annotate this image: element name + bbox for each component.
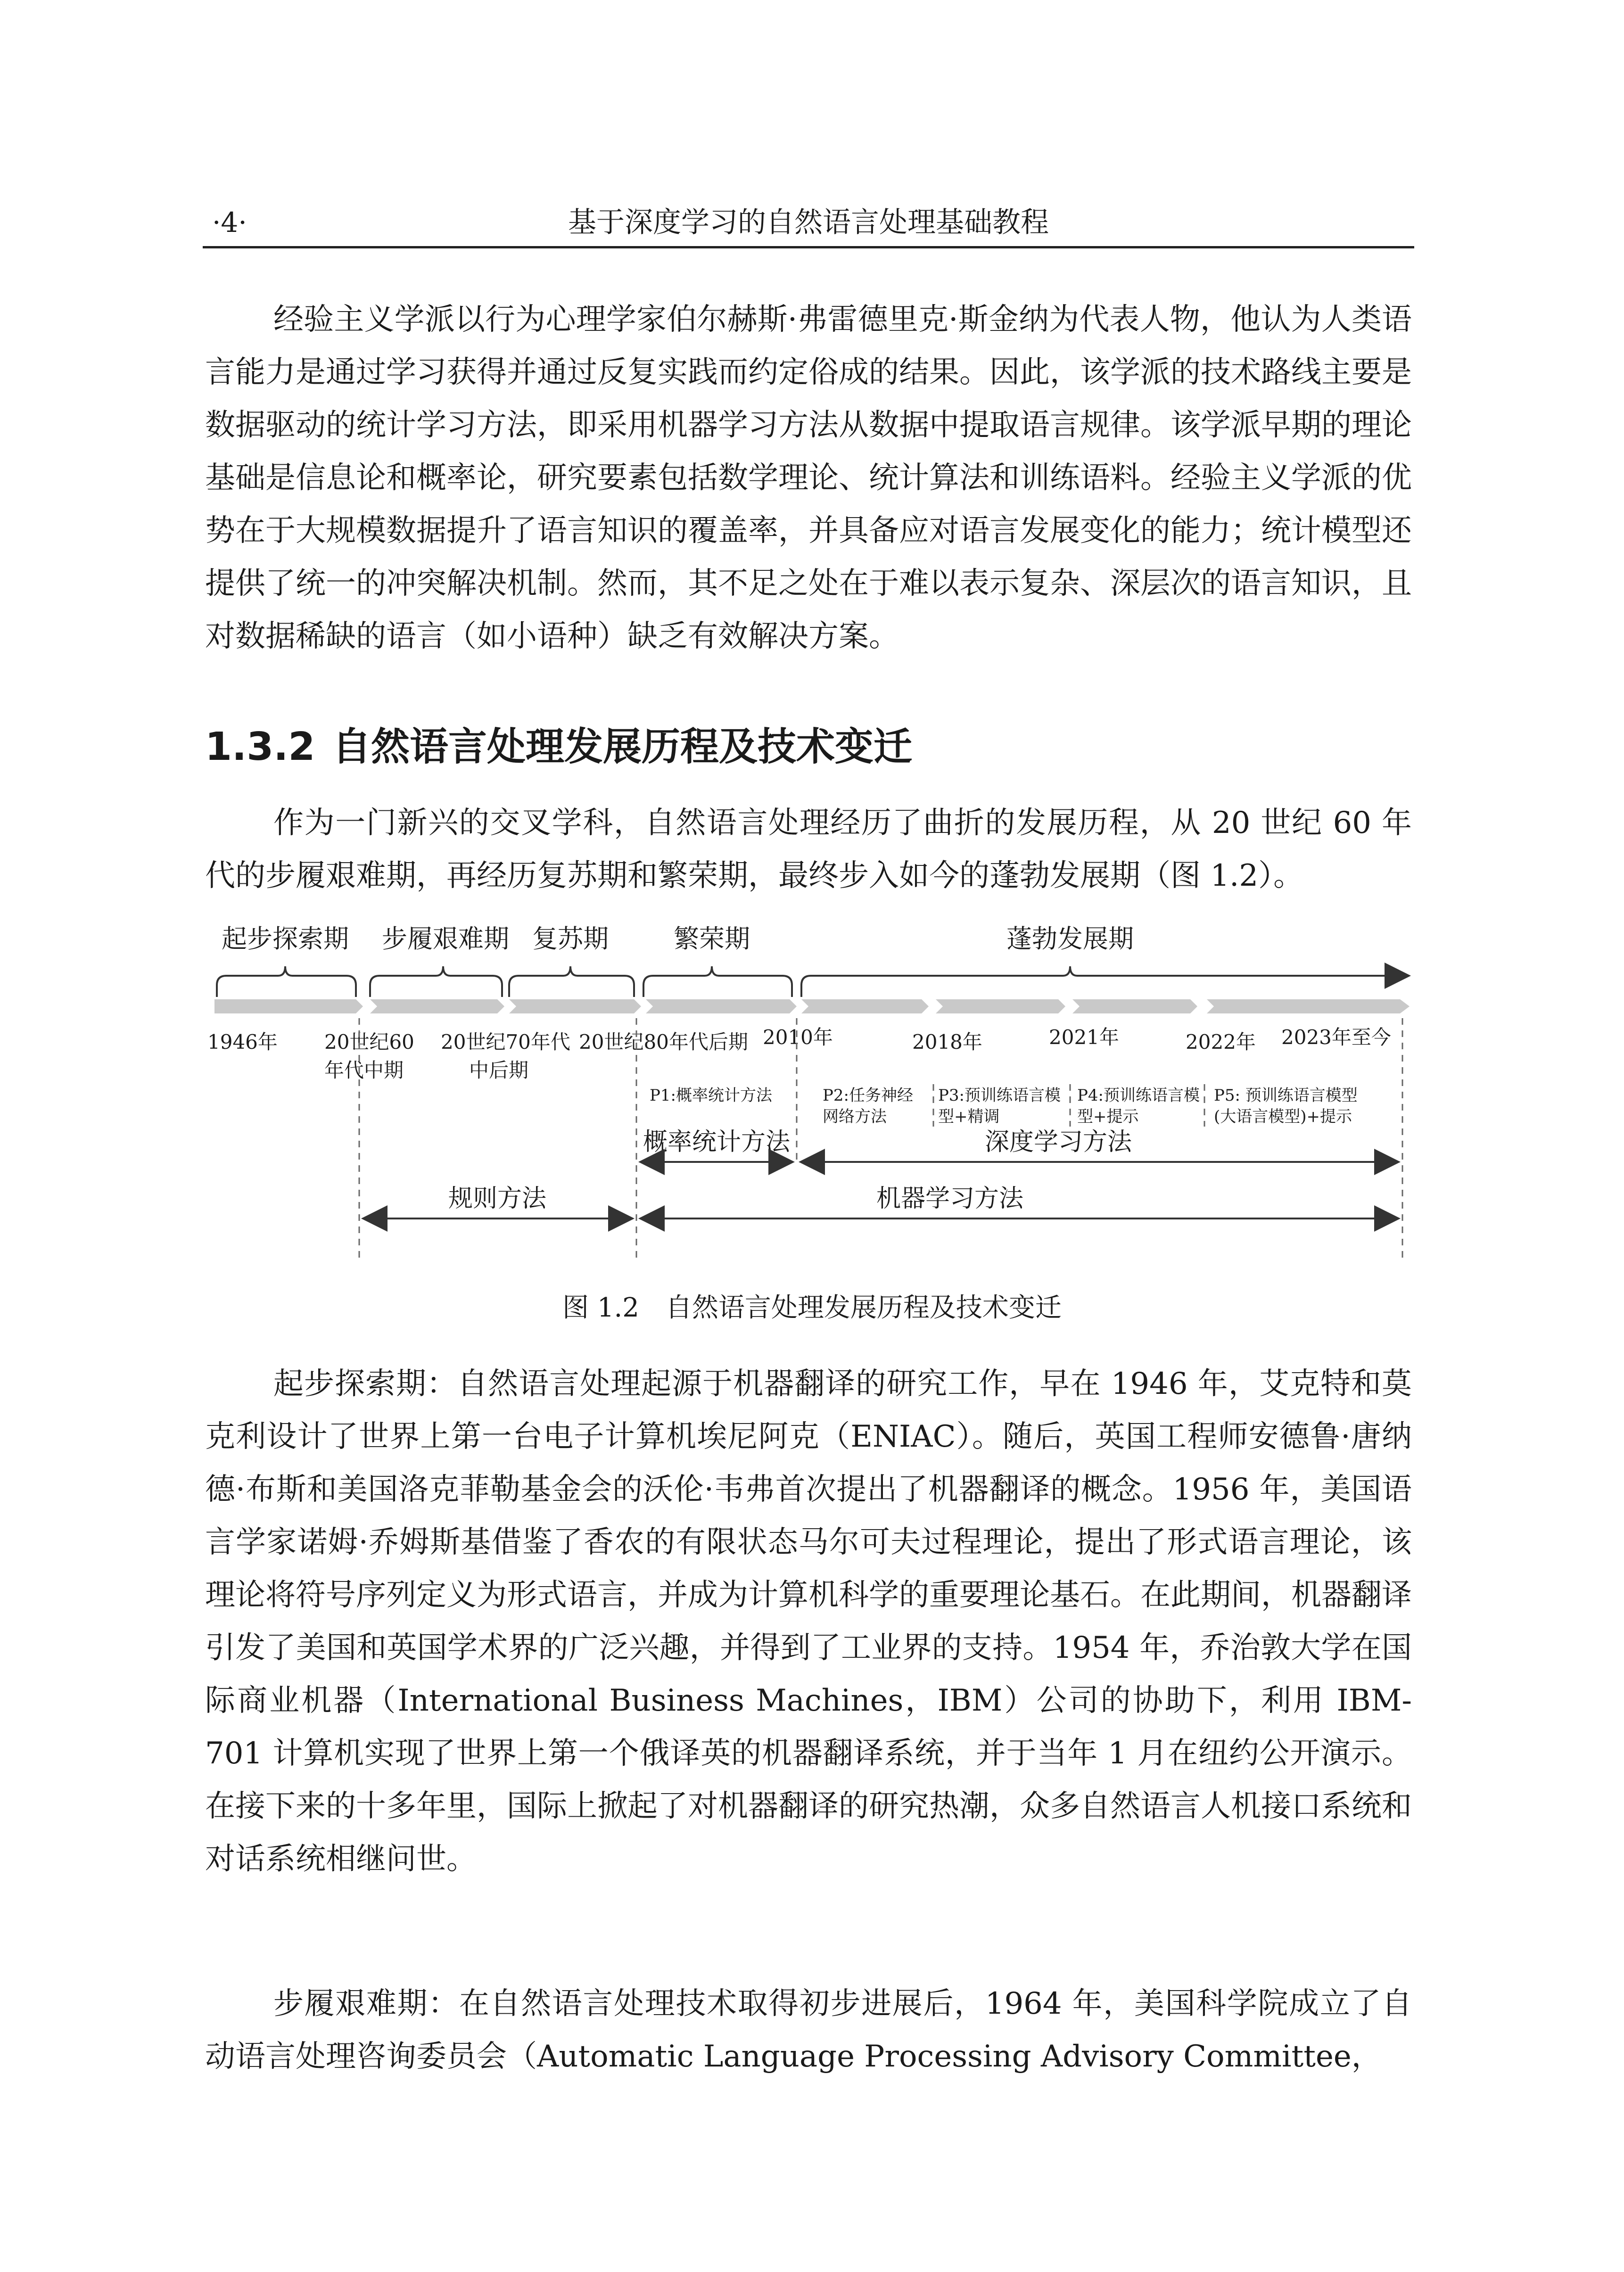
time-label: 中后期 [469,1059,529,1082]
period-arrow [801,966,1407,997]
page-number: ·4· [212,206,247,239]
period-label: 复苏期 [532,924,609,954]
time-label: 20世纪80年代后期 [579,1030,748,1054]
timeline-band [936,999,1065,1013]
boundary-dashes [359,1018,1402,1263]
time-label: 2018年 [912,1030,982,1054]
period-brace [370,966,502,997]
paragraph-empiricism: 经验主义学派以行为心理学家伯尔赫斯·弗雷德里克·斯金纳为代表人物，他认为人类语言能力是通过学习获得并通过反复实践而约定俗成的结果。因此，该学派的技术路线主要是数据驱动的统计学习方法，即采用机器学习方法从数据中提取语言规律。该学派早期的理论基础是信息论和概率论，研究要素包括数学理论、统计算法和训练语料。经验主义学派的优势在于大规模数据提升了语言知识的覆盖率，并具备应对语言发展变化的能力；统计模型还提供了统一的冲突解决机制。然而，其不足之处在于难以表示复杂、深层次的语言知识，且对数据稀缺的语言（如小语种）缺乏有效解决方案。 [205,302,1412,654]
paradigm-label: P4:预训练语言模 [1077,1086,1200,1105]
time-label: 20世纪70年代 [441,1030,570,1054]
timeline-band [646,999,797,1013]
time-label: 年代中期 [324,1059,404,1082]
section-title: 自然语言处理发展历程及技术变迁 [332,724,913,769]
paradigm-label: (大语言模型)+提示 [1214,1107,1352,1126]
section-number: 1.3.2 [205,724,315,769]
method-label-deep-learning: 深度学习方法 [984,1128,1132,1156]
paradigm-label: 网络方法 [823,1107,887,1126]
period-label: 繁荣期 [674,924,750,954]
figure-caption: 图 1.2 自然语言处理发展历程及技术变迁 [562,1292,1062,1323]
time-label: 2010年 [763,1026,833,1049]
paradigm-label: P5: 预训练语言模型 [1214,1086,1358,1105]
period-brace [217,966,356,997]
time-label: 1946年 [207,1030,278,1054]
period-brace [643,966,792,997]
paragraph-hardship: 步履艰难期：在自然语言处理技术取得初步进展后，1964 年，美国科学院成立了自动语言处理咨询委员会（Automatic Language Processing Advisory Committee， [205,1986,1412,2074]
paradigm-label: 型+精调 [938,1107,1000,1126]
time-label: 20世纪60 [324,1030,414,1054]
time-label: 2023年至今 [1281,1026,1391,1049]
method-label-rule: 规则方法 [448,1185,547,1213]
paradigm-label: P2:任务神经 [823,1086,913,1105]
period-label: 起步探索期 [222,924,349,954]
timeline-band [801,999,929,1013]
method-label-statistical: 概率统计方法 [643,1128,791,1156]
paradigm-label: P3:预训练语言模 [938,1086,1061,1105]
period-label: 步履艰难期 [382,924,509,954]
period-brace [509,966,634,997]
method-label-machine-learning: 机器学习方法 [876,1185,1024,1213]
paradigm-label: 型+提示 [1077,1107,1139,1126]
time-label: 2021年 [1049,1026,1119,1049]
timeline-band [370,999,504,1013]
paradigm-label: P1:概率统计方法 [650,1086,772,1105]
paragraph-intro: 作为一门新兴的交叉学科，自然语言处理经历了曲折的发展历程，从 20 世纪 60 年代的步履艰难期，再经历复苏期和繁荣期，最终步入如今的蓬勃发展期（图 1.2）。 [205,806,1412,893]
time-label: 2022年 [1186,1030,1256,1054]
timeline-band [1072,999,1197,1013]
book-title: 基于深度学习的自然语言处理基础教程 [568,206,1049,239]
timeline-band [214,999,363,1013]
timeline-band [509,999,641,1013]
timeline-band [1207,999,1410,1013]
period-label: 蓬勃发展期 [1006,924,1134,954]
paragraph-exploration: 起步探索期：自然语言处理起源于机器翻译的研究工作，早在 1946 年，艾克特和莫克利设计了世界上第一台电子计算机埃尼阿克（ENIAC）。随后，英国工程师安德鲁·唐纳德·布斯和美国洛克菲勒基金会的沃伦·韦弗首次提出了机器翻译的概念。1956 年，美国语言学家诺姆·乔姆斯基借鉴了香农的有限状态马尔可夫过程理论，提出了形式语言理论，该理论将符号序列定义为形式语言，并成为计算机科学的重要理论基石。在此期间，机器翻译引发了美国和英国学术界的广泛兴趣，并得到了工业界的支持。1954 年，乔治敦大学在国际商业机器（International Business Machines，IBM）公司的协助下，利用 IBM-701 计算机实现了世界上第一个俄译英的机器翻译系统，并于当年 1 月在纽约公开演示。在接下来的十多年里，国际上掀起了对机器翻译的研究热潮，众多自然语言人机接口系统和对话系统相继问世。 [205,1366,1412,1877]
